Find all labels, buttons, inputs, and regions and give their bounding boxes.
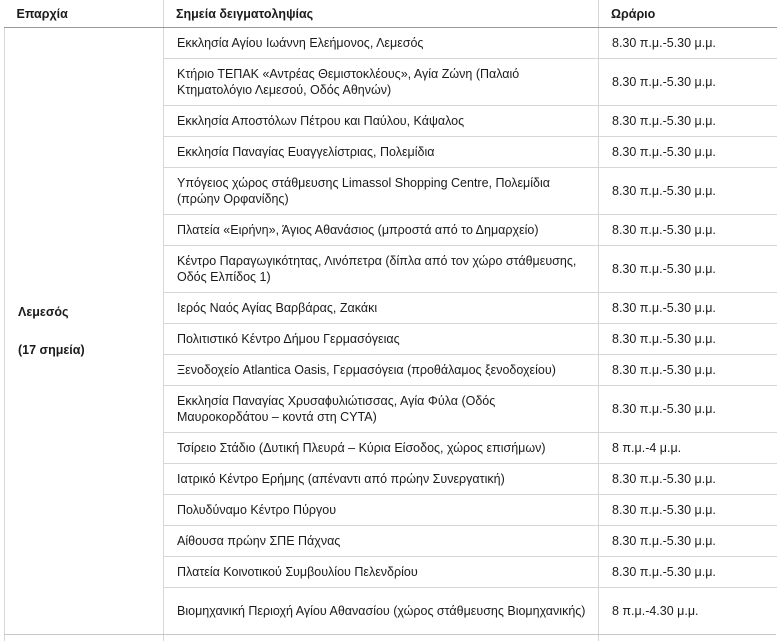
hours-cell: 8.30 π.μ.-5.30 μ.μ. [599,168,777,215]
table-header-row [5,0,777,28]
place-cell: Βιομηχανική Περιοχή Αγίου Αθανασίου (χώρος στάθμευσης Βιομηχανικής) [164,588,599,635]
place-cell: Κτήριο ΤΕΠΑΚ «Αντρέας Θεμιστοκλέους», Αγία Ζώνη (Παλαιό Κτηματολόγιο Λεμεσού, Οδός Αθηνών) [164,59,599,106]
hours-cell: 8.30 π.μ.-5.30 μ.μ. [599,526,777,557]
hours-cell: 8.30 π.μ.-5.30 μ.μ. [599,293,777,324]
header-region: Επαρχία [5,0,164,28]
header-hours: Ωράριο [599,0,777,28]
hours-cell: 8.30 π.μ.-5.30 μ.μ. [599,464,777,495]
header-points: Σημεία δειγματοληψίας [164,0,599,28]
place-cell: Αίθουσα πρώην ΣΠΕ Πάχνας [164,526,599,557]
place-cell: Ξενοδοχείο Atlantica Oasis, Γερμασόγεια (προθάλαμος ξενοδοχείου) [164,355,599,386]
hours-cell: 8.30 π.μ.-5.30 μ.μ. [599,215,777,246]
hours-cell: 8.30 π.μ.-5.30 μ.μ. [599,106,777,137]
place-cell: Εκκλησία Παναγίας Ευαγγελίστριας, Πολεμίδια [164,137,599,168]
hours-cell: 8.30 π.μ.-5.30 μ.μ. [599,28,777,59]
place-cell: Πολυδύναμο Κέντρο Πύργου [164,495,599,526]
hours-cell: 8.30 π.μ.-5.30 μ.μ. [599,324,777,355]
place-cell: Ιερός Ναός Αγίας Βαρβάρας, Ζακάκι [164,293,599,324]
hours-cell: 8 π.μ.-4 μ.μ. [599,433,777,464]
hours-cell: 8 π.μ.-4.30 μ.μ. [599,588,777,635]
hours-cell: 8.30 π.μ.-5.30 μ.μ. [599,495,777,526]
hours-cell: 8.30 π.μ.-5.30 μ.μ. [599,246,777,293]
place-cell: Κέντρο Παραγωγικότητας, Λινόπετρα (δίπλα από τον χώρο στάθμευσης, Οδός Ελπίδος 1) [164,246,599,293]
hours-cell: 8.30 π.μ.-5.30 μ.μ. [599,137,777,168]
hours-cell: 8.30 π.μ.-5.30 μ.μ. [599,59,777,106]
region-cell [5,28,164,635]
place-cell: Πολιτιστικό Κέντρο Δήμου Γερμασόγειας [164,324,599,355]
place-cell: Εκκλησία Παναγίας Χρυσαϕυλιώτισσας, Αγία Φύλα (Οδός Μαυροκορδάτου – κοντά στη CYTA) [164,386,599,433]
hours-cell: 8.30 π.μ.-5.30 μ.μ. [599,557,777,588]
place-cell: Ιατρικό Κέντρο Ερήμης (απέναντι από πρώην Συνεργατική) [164,464,599,495]
place-cell: Εκκλησία Αποστόλων Πέτρου και Παύλου, Κάψαλος [164,106,599,137]
place-cell: Πλατεία «Ειρήνη», Άγιος Αθανάσιος (μπροστά από το Δημαρχείο) [164,215,599,246]
hours-cell: 8.30 π.μ.-5.30 μ.μ. [599,386,777,433]
region-name: Λεμεσός [18,304,69,319]
place-cell: Πλατεία Κοινοτικού Συμβουλίου Πελενδρίου [164,557,599,588]
table-row [5,28,777,59]
place-cell: Υπόγειος χώρος στάθμευσης Limassol Shopping Centre, Πολεμίδια (πρώην Ορφανίδης) [164,168,599,215]
region-count: (17 σημεία) [18,342,85,357]
place-cell: Τσίρειο Στάδιο (Δυτική Πλευρά – Κύρια Είσοδος, χώρος επισήμων) [164,433,599,464]
place-cell: Εκκλησία Αγίου Ιωάννη Ελεήμονος, Λεμεσός [164,28,599,59]
hours-cell: 8.30 π.μ.-5.30 μ.μ. [599,355,777,386]
sampling-points-table [4,0,777,635]
